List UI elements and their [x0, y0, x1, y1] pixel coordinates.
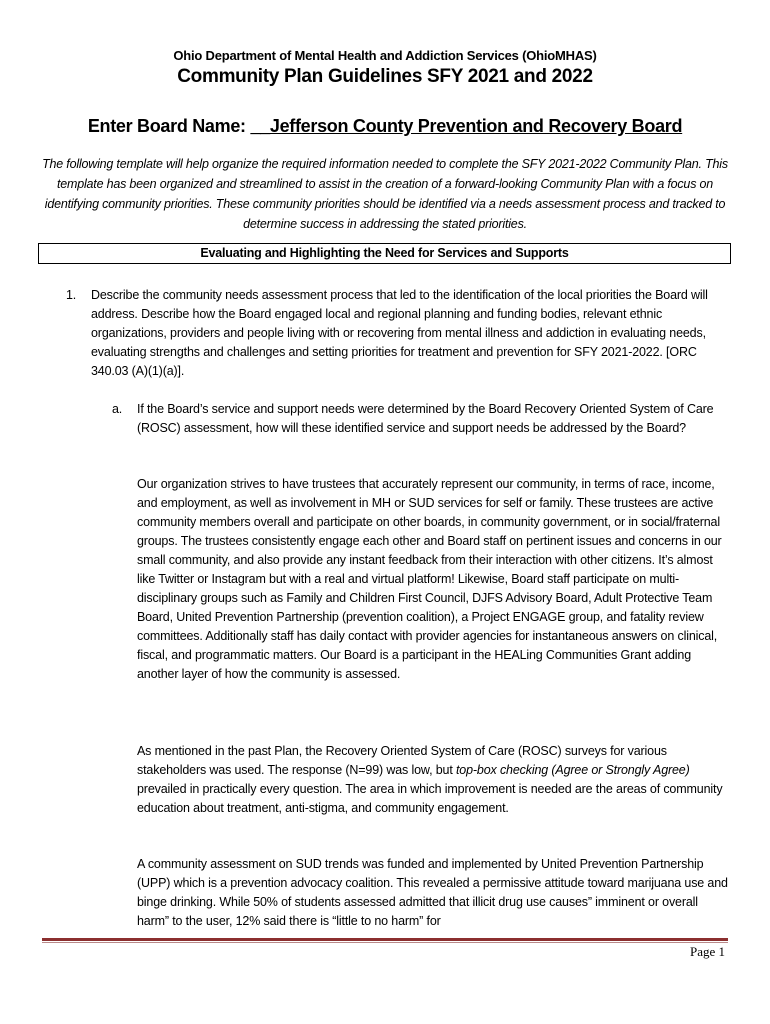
answer-paragraph-1: Our organization strives to have trustees that accurately represent our community, in terms of race, income, and employment, as well as involvement in MH or SUD services for self or family. These trustees are active community members overall and participate on other boards, in community government, or in social/fraternal groups. The trustees consistently engage each other and Board staff on pertinent issues and concerns in our small community, and also provide any instant feedback from their interaction with other citizens. It’s almost like Twitter or Instagram but with a real and virtual platform! Likewise, Board staff participate on multi-disciplinary groups such as Family and Children First Council, DJFS Advisory Board, Adult Protective Team Board, United Prevention Partnership (prevention coalition), a Project ENGAGE group, and fatality review committees. Additionally staff has daily contact with provider agencies for instantaneous answers on clinical, fiscal, and programmatic matters. Our Board is a participant in the HEALing Communities Grant adding another layer of how the community is assessed. [137, 477, 722, 681]
question-1-number: 1. [66, 288, 77, 302]
answer-paragraph-2-start: As mentioned in the past Plan, the Recovery Oriented System of Care (ROSC) surveys for various stakeholders was used. The response (N=99) was low, but [137, 744, 667, 777]
board-name-label: Enter Board Name: [87, 116, 251, 136]
question-1 [66, 286, 726, 381]
intro-paragraph: The following template will help organize the required information needed to complete the SFY 2021-2022 Community Plan. This template has been organized and streamlined to assist in the creation of a forward-looking Community Plan with a focus on identifying community priorities. These community priorities should be identified via a needs assessment process and tracked to determine success in addressing the stated priorities. [42, 157, 728, 231]
page-number: Page 1 [689, 944, 725, 959]
answer-paragraph-3: A community assessment on SUD trends was funded and implemented by United Prevention Partnership (UPP) which is a prevention advocacy coalition. This revealed a permissive attitude toward marijuana use and binge drinking. While 50% of students assessed admitted that illicit drug use causes” imminent or overall harm” to the user, 12% said there is “little to no harm” for [137, 857, 728, 928]
board-name-value: __Jefferson County Prevention and Recovery Board [250, 116, 683, 136]
question-1a [112, 400, 726, 438]
question-1a-number: a. [112, 402, 123, 416]
answer-paragraph-2 [137, 742, 729, 818]
footer-rule [42, 938, 728, 941]
question-1a-text: If the Board’s service and support needs were determined by the Board Recovery Oriented System of Care (ROSC) assessment, how will these identified service and support needs be addressed by the Board? [137, 402, 714, 435]
section-heading: Evaluating and Highlighting the Need for Services and Supports [38, 243, 731, 264]
question-1-text: Describe the community needs assessment process that led to the identification of the local priorities the Board will address. Describe how the Board engaged local and regional planning and funding bodies, relevant ethnic organizations, providers and people living with or recovering from mental illness and addiction in evaluating needs, evaluating strengths and challenges and setting priorities for treatment and prevention for SFY 2021-2022. [ORC 340.03 (A)(1)(a)]. [91, 288, 708, 378]
footer-rule-thin [42, 942, 728, 943]
board-name-line [0, 116, 770, 137]
answer-paragraph-2-end: prevailed in practically every question. The area in which improvement is needed are the areas of community education about treatment, anti-stigma, and community engagement. [137, 782, 723, 815]
document-title: Community Plan Guidelines SFY 2021 and 2022 [177, 66, 593, 87]
agency-name: Ohio Department of Mental Health and Addiction Services (OhioMHAS) [173, 48, 597, 63]
answer-paragraph-2-italic: top-box checking (Agree or Strongly Agree) [455, 763, 690, 777]
